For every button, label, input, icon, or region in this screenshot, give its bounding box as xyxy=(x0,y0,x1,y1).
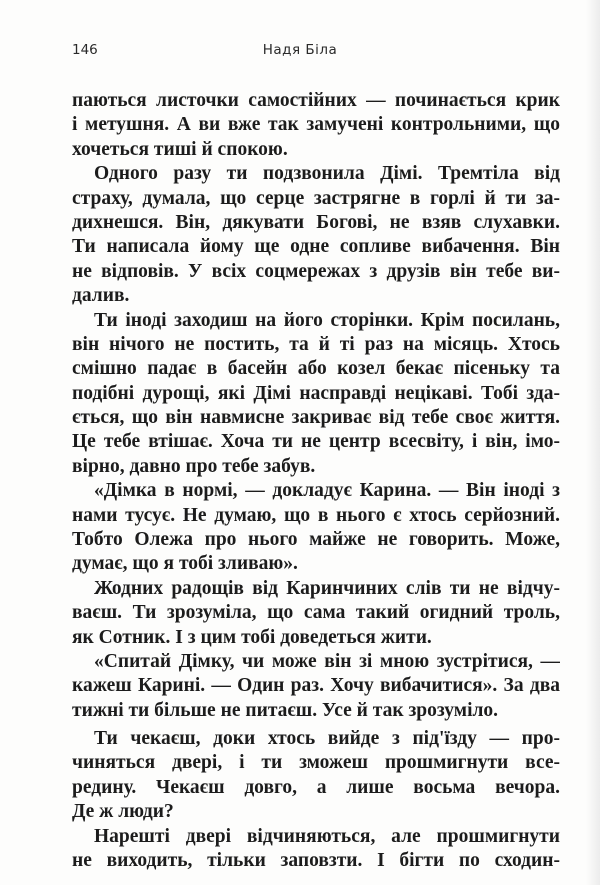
paragraph xyxy=(72,89,560,162)
running-header-author: Надя Біла xyxy=(262,42,338,58)
text-line: кажеш Карині. — Один раз. Хочу вибачитися». За два xyxy=(72,675,560,697)
text-line: Це тебе втішає. Хоча ти не центр всесвіту, і він, імо- xyxy=(72,431,560,453)
text-line: нами тусує. Не думаю, що в нього є хтось серйозний. xyxy=(72,504,560,526)
text-line: чиняться двері, і ти зможеш прошмигнути все- xyxy=(72,752,560,774)
text-section-1 xyxy=(72,89,560,723)
text-line: редину. Чекаєш довго, а лише восьма вечора. xyxy=(72,776,560,798)
text-line: думає, що я тобі зливаю». xyxy=(72,553,298,575)
text-line: тижні ти більше не питаєш. Усе й так зрозуміло. xyxy=(72,699,499,721)
text-line: смішно падає в басейн або козел бекає пісеньку та xyxy=(72,358,560,380)
paragraph xyxy=(72,162,560,308)
text-line: подібні дурощі, які Дімі насправді нецікаві. Тобі зда- xyxy=(72,382,560,404)
text-line: не виходить, тільки заповзти. І бігти по сходин- xyxy=(72,849,560,871)
text-line: Де ж люди? xyxy=(72,801,174,823)
text-line: Одного разу ти подзвонила Дімі. Тремтіла від xyxy=(94,163,560,185)
text-line: Ти чекаєш, доки хтось вийде з під'їзду — про- xyxy=(94,728,560,749)
text-section-2 xyxy=(72,727,560,873)
paragraph xyxy=(72,825,560,874)
text-line: Тобто Олежа про нього майже не говорить. Може, xyxy=(72,529,560,551)
text-line: Жодних радощів від Каринчиних слів ти не відчу- xyxy=(94,577,560,599)
text-line: не відповів. У всіх соцмережах з друзів він тебе ви- xyxy=(72,260,560,282)
paragraph xyxy=(72,577,560,650)
paragraph xyxy=(72,309,560,480)
page-edge-shadow xyxy=(586,0,600,885)
text-line: як Сотник. І з цим тобі доведеться жити. xyxy=(72,626,432,648)
paragraph xyxy=(72,727,560,825)
paragraph xyxy=(72,479,560,577)
text-line: дихнешся. Він, дякувати Богові, не взяв слухавки. xyxy=(72,211,560,233)
text-line: «Дімка в нормі, — докладує Карина. — Він іноді з xyxy=(94,480,560,502)
page-number: 146 xyxy=(72,42,98,58)
text-line: Нарешті двері відчиняються, але прошмигнути xyxy=(94,825,560,847)
text-line: «Спитай Дімку, чи може він зі мною зустрітися, — xyxy=(94,650,560,672)
text-line: далив. xyxy=(72,285,130,307)
text-line: хочеться тиші й спокою. xyxy=(72,138,288,160)
text-line: він нічого не постить, та й ті раз на місяць. Хтось xyxy=(72,333,560,355)
text-line: ваєш. Ти зрозуміла, що сама такий огидний троль, xyxy=(72,602,560,624)
text-line: і метушня. А ви вже так замучені контрольними, що xyxy=(72,114,560,136)
paragraph xyxy=(72,650,560,723)
text-line: Ти написала йому ще одне сопливе вибачення. Він xyxy=(72,236,560,258)
text-line: вірно, давно про тебе забув. xyxy=(72,455,316,477)
text-line: страху, думала, що серце застрягне в горлі й ти за- xyxy=(72,187,560,209)
text-line: ється, що він навмисне закриває від тебе своє життя. xyxy=(72,407,560,429)
text-line: Ти іноді заходиш на його сторінки. Крім посилань, xyxy=(94,309,560,331)
text-line: паються листочки самостійних — починається крик xyxy=(72,90,560,111)
